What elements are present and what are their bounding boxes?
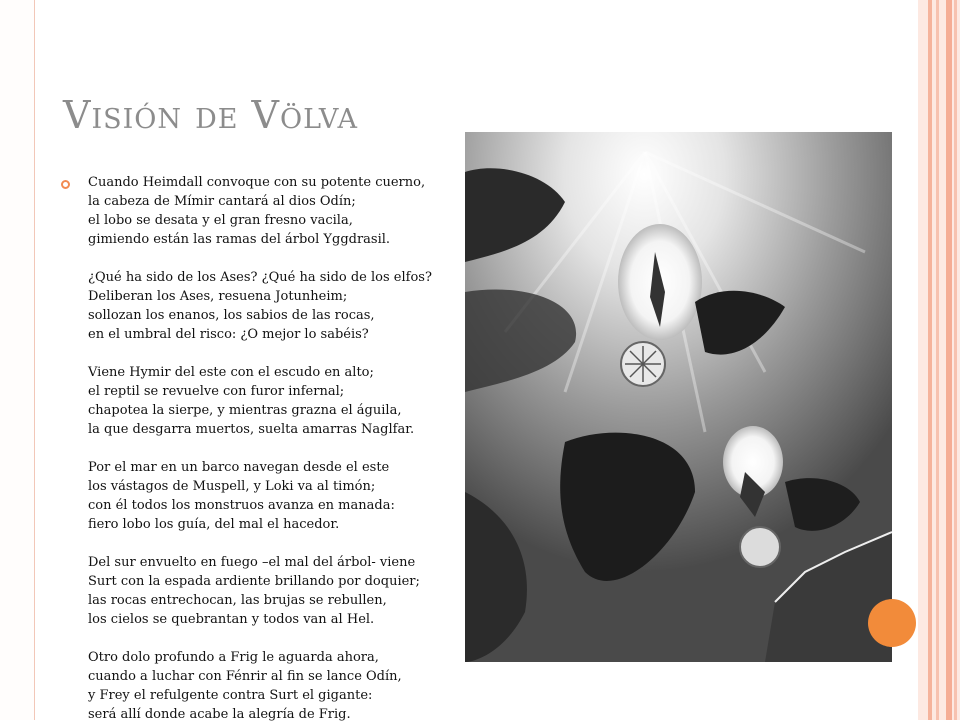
poem-line: el reptil se revuelve con furor infernal; [88,384,345,399]
frame-stripe [928,0,932,720]
poem-stanza [88,268,458,344]
poem-line: Viene Hymir del este con el escudo en alto; [88,365,374,380]
ragnarok-illustration [465,132,892,662]
poem-line: chapotea la sierpe, y mientras grazna el águila, [88,403,402,418]
poem-line: Del sur envuelto en fuego –el mal del árbol- viene [88,555,416,570]
poem-line: la que desgarra muertos, suelta amarras Naglfar. [88,422,415,437]
poem-line: Surt con la espada ardiente brillando por doquier; [88,574,420,589]
circle-bullet-icon [61,180,70,189]
poem-line: en el umbral del risco: ¿O mejor lo sabéis? [88,327,369,342]
poem-stanza [88,458,458,534]
frame-stripe [954,0,957,720]
right-frame-border [918,0,960,720]
poem-line: será allí donde acabe la alegría de Frig. [88,707,351,722]
poem-line: los cielos se quebrantan y todos van al Hel. [88,612,375,627]
frame-stripe [936,0,939,720]
poem-line: y Frey el refulgente contra Surt el gigante: [88,688,373,703]
poem-line: las rocas entrechocan, las brujas se rebullen, [88,593,387,608]
poem-line: ¿Qué ha sido de los Ases? ¿Qué ha sido de los elfos? [88,270,432,285]
poem-stanza [88,363,458,439]
poem-line: Cuando Heimdall convoque con su potente cuerno, [88,175,426,190]
poem-line: con él todos los monstruos avanza en manada: [88,498,395,513]
poem-stanza [88,173,458,249]
poem-stanza [88,553,458,629]
poem-line: Deliberan los Ases, resuena Jotunheim; [88,289,348,304]
poem-line: Por el mar en un barco navegan desde el este [88,460,390,475]
poem-line: sollozan los enanos, los sabios de las rocas, [88,308,375,323]
poem-line: la cabeza de Mímir cantará al dios Odín; [88,194,356,209]
orange-circle-icon [868,599,916,647]
moon-wheel [740,527,780,567]
slide-title: Visión de Völva [63,93,359,137]
poem-line: Otro dolo profundo a Frig le aguarda ahora, [88,650,379,665]
left-frame-border [0,0,35,720]
sun-wheel-spokes [625,346,661,382]
poem-line: el lobo se desata y el gran fresno vacila, [88,213,353,228]
poem-text [88,173,458,724]
poem-line: gimiendo están las ramas del árbol Yggdrasil. [88,232,391,247]
poem-line: fiero lobo los guía, del mal el hacedor. [88,517,340,532]
poem-line: cuando a luchar con Fénrir al fin se lance Odín, [88,669,402,684]
poem-stanza [88,648,458,724]
poem-line: los vástagos de Muspell, y Loki va al timón; [88,479,376,494]
frame-stripe [946,0,952,720]
